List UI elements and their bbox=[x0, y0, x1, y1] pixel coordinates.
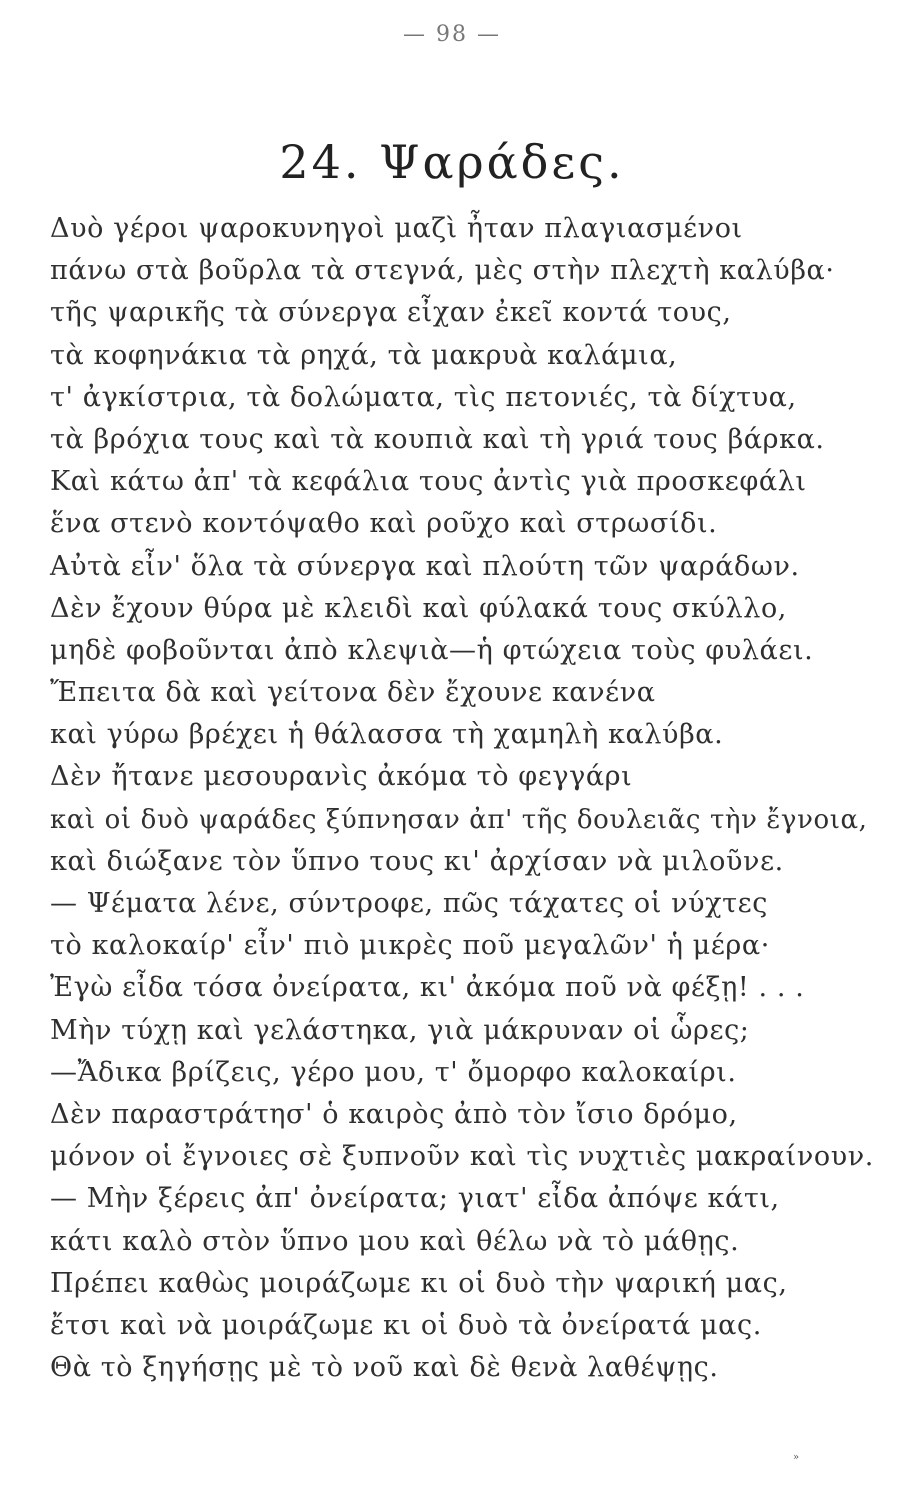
poem-line: Μὴν τύχῃ καὶ γελάστηκα, γιὰ μάκρυναν οἱ ὧρες; bbox=[50, 1014, 750, 1046]
poem-line: καὶ διώξανε τὸν ὕπνο τους κι' ἀρχίσαν νὰ μιλοῦνε. bbox=[50, 845, 784, 877]
poem-line: ἔτσι καὶ νὰ μοιράζωμε κι οἱ δυὸ τὰ ὀνείρατά μας. bbox=[50, 1309, 762, 1341]
poem-line: Δὲν παραστράτησ' ὁ καιρὸς ἀπὸ τὸν ἴσιο δρόμο, bbox=[50, 1098, 738, 1130]
poem-line: τ' ἀγκίστρια, τὰ δολώματα, τὶς πετονιές, τὰ δίχτυα, bbox=[50, 381, 797, 413]
poem-line: μόνον οἱ ἔγνοιες σὲ ξυπνοῦν καὶ τὶς νυχτιὲς μακραίνουν. bbox=[50, 1141, 874, 1173]
poem-line: καὶ οἱ δυὸ ψαράδες ξύπνησαν ἀπ' τῆς δουλειᾶς τὴν ἔγνοια, bbox=[50, 804, 868, 835]
poem-line: τῆς ψαρικῆς τὰ σύνεργα εἶχαν ἐκεῖ κοντά τους, bbox=[50, 297, 732, 329]
printer-mark: » bbox=[793, 1452, 800, 1463]
poem-line: Καὶ κάτω ἀπ' τὰ κεφάλια τους ἀντὶς γιὰ προσκεφάλι bbox=[50, 466, 807, 498]
poem-line: πάνω στὰ βοῦρλα τὰ στεγνά, μὲς στὴν πλεχτὴ καλύβα· bbox=[50, 255, 835, 287]
page-number: — 98 — bbox=[403, 22, 501, 47]
poem-line: ἕνα στενὸ κοντόψαθο καὶ ροῦχο καὶ στρωσίδι. bbox=[50, 508, 718, 540]
poem-line: Δὲν ἤτανε μεσουρανὶς ἀκόμα τὸ φεγγάρι bbox=[50, 761, 633, 793]
poem-line: καὶ γύρω βρέχει ἡ θάλασσα τὴ χαμηλὴ καλύβα. bbox=[50, 719, 724, 751]
poem-line: μηδὲ φοβοῦνται ἀπὸ κλεψιὰ—ἡ φτώχεια τοὺς φυλάει. bbox=[50, 634, 814, 666]
chapter-title: 24. Ψαράδες. bbox=[279, 134, 625, 189]
poem-line: τὰ κοφηνάκια τὰ ρηχά, τὰ μακρυὰ καλάμια, bbox=[50, 339, 678, 371]
poem-line: Ἔπειτα δὰ καὶ γείτονα δὲν ἔχουνε κανένα bbox=[50, 677, 656, 709]
poem-line: Πρέπει καθὼς μοιράζωμε κι οἱ δυὸ τὴν ψαρική μας, bbox=[50, 1267, 788, 1299]
poem-line: τὰ βρόχια τους καὶ τὰ κουπιὰ καὶ τὴ γριά τους βάρκα. bbox=[50, 423, 825, 455]
poem-line: Αὐτὰ εἶν' ὅλα τὰ σύνεργα καὶ πλούτη τῶν ψαράδων. bbox=[50, 550, 800, 582]
poem-line: —Ἄδικα βρίζεις, γέρο μου, τ' ὄμορφο καλοκαίρι. bbox=[50, 1056, 737, 1088]
poem-line: Ἐγὼ εἶδα τόσα ὀνείρατα, κι' ἀκόμα ποῦ νὰ φέξῃ! . . . bbox=[50, 972, 805, 1004]
poem-line: Δὲν ἔχουν θύρα μὲ κλειδὶ καὶ φύλακά τους σκύλλο, bbox=[50, 592, 787, 624]
poem-line: — Μὴν ξέρεις ἀπ' ὀνείρατα; γιατ' εἶδα ἀπόψε κάτι, bbox=[50, 1183, 780, 1215]
poem-line: Δυὸ γέροι ψαροκυνηγοὶ μαζὶ ἦταν πλαγιασμένοι bbox=[50, 213, 743, 244]
poem-line: τὸ καλοκαίρ' εἶν' πιὸ μικρὲς ποῦ μεγαλῶν' ἡ μέρα· bbox=[50, 930, 770, 962]
poem-line: — Ψέματα λένε, σύντροφε, πῶς τάχατες οἱ νύχτες bbox=[50, 888, 768, 919]
poem-line: Θὰ τὸ ξηγήσῃς μὲ τὸ νοῦ καὶ δὲ θενὰ λαθέψῃς. bbox=[50, 1352, 719, 1384]
poem-line: κάτι καλὸ στὸν ὕπνο μου καὶ θέλω νὰ τὸ μάθῃς. bbox=[50, 1225, 740, 1257]
poem-body bbox=[50, 208, 880, 1389]
